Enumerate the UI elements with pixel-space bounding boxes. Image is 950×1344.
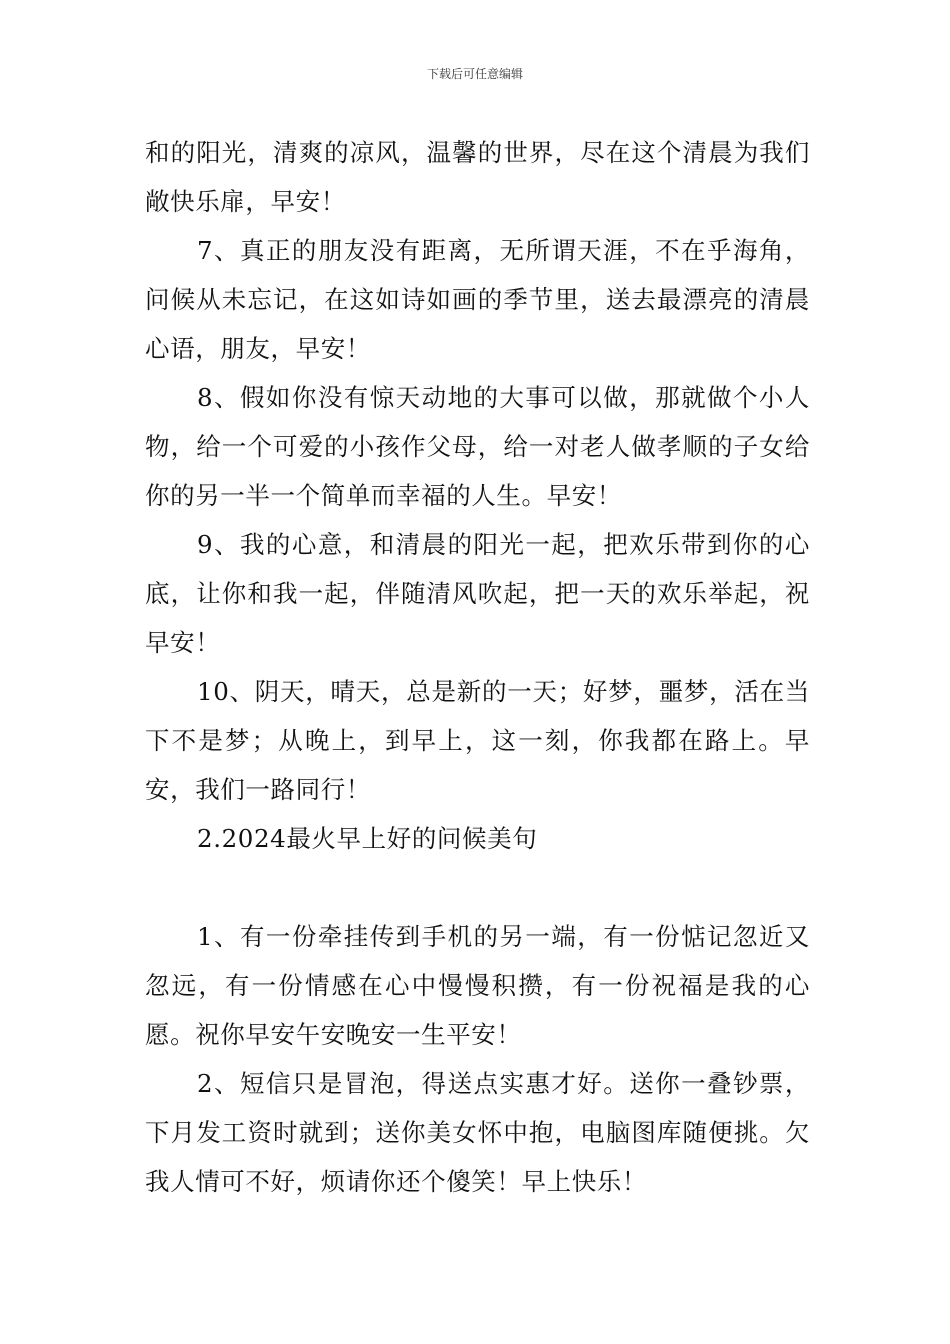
paragraph-item-7: 7、真正的朋友没有距离，无所谓天涯，不在乎海角，问候从未忘记，在这如诗如画的季节里，送去最漂亮的清晨心语，朋友，早安！	[145, 236, 810, 363]
paragraph-item-2: 2、短信只是冒泡，得送点实惠才好。送你一叠钞票，下月发工资时就到；送你美女怀中抱，电脑图库随便挑。欠我人情可不好，烦请你还个傻笑！早上快乐！	[145, 1069, 810, 1196]
page-header: 下载后可任意编辑	[426, 67, 523, 81]
paragraph-item-10: 10、阴天，晴天，总是新的一天；好梦，噩梦，活在当下不是梦；从晚上，到早上，这一刻，你我都在路上。早安，我们一路同行！	[145, 677, 810, 804]
paragraph-item-1: 1、有一份牵挂传到手机的另一端，有一份惦记忽近又忽远，有一份情感在心中慢慢积攒，有一份祝福是我的心愿。祝你早安午安晚安一生平安！	[145, 922, 810, 1049]
paragraph-item-9: 9、我的心意，和清晨的阳光一起，把欢乐带到你的心底，让你和我一起，伴随清风吹起，把一天的欢乐举起，祝早安！	[145, 530, 810, 657]
section-heading: 2.2024最火早上好的问候美句	[197, 824, 538, 853]
document-body	[145, 128, 810, 1206]
paragraph-item-8: 8、假如你没有惊天动地的大事可以做，那就做个小人物，给一个可爱的小孩作父母，给一对老人做孝顺的子女给你的另一半一个简单而幸福的人生。早安！	[145, 383, 810, 510]
paragraph-continuation: 和的阳光，清爽的凉风，温馨的世界，尽在这个清晨为我们敞快乐扉，早安！	[145, 138, 810, 216]
section-spacer	[145, 863, 810, 912]
